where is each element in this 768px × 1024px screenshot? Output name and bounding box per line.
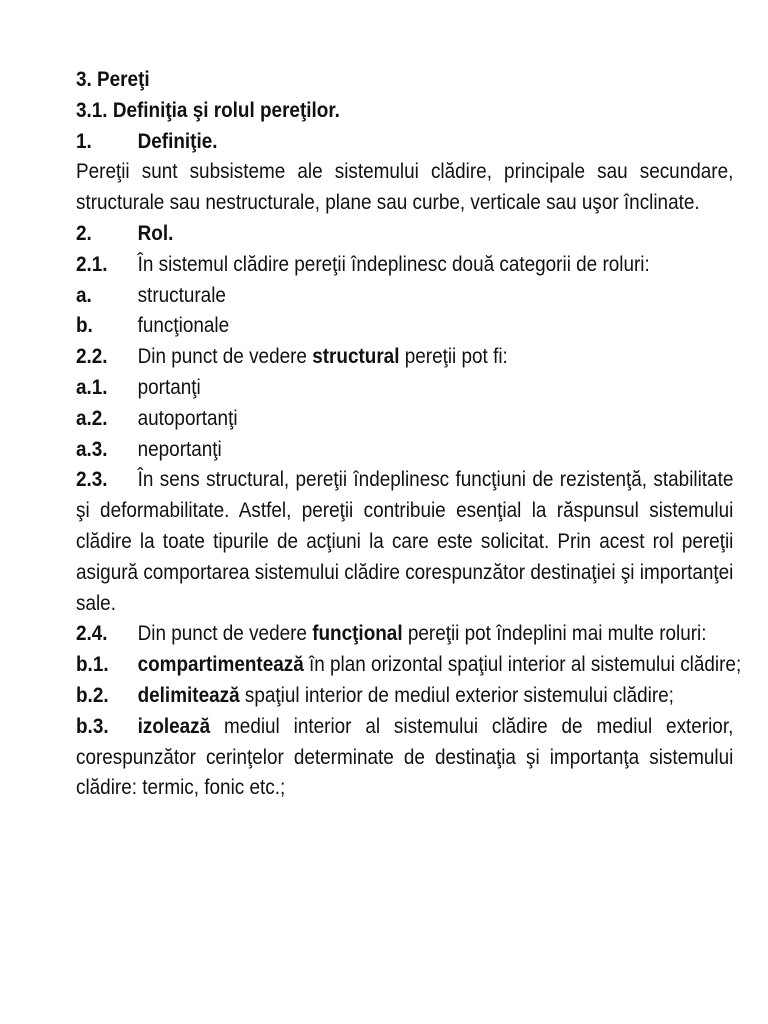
definition-paragraph: Pereţii sunt subsisteme ale sistemului clădire, principale sau secundare, structurale sau nestructurale, plane sau curbe, verticale sau uşor înclinate. xyxy=(76,159,734,215)
list-item xyxy=(76,372,733,403)
section-2-3-text: În sens structural, pereţii îndeplinesc funcţiuni de rezistenţă, stabilitate şi deformabilitate. Astfel, pereţii contribuie esenţial la răspunsul sistemului clădire la toate tipurile de acţiuni la care este solicitat. Prin acest rol pereţii asigură comportarea sistemului clădire corespunzător destinaţiei şi importanţei sale. xyxy=(76,467,734,615)
text-run: pereţii pot îndeplini mai multe roluri: xyxy=(402,621,707,646)
list-item-number: b.1. xyxy=(76,652,109,677)
list-item-number: b.2. xyxy=(76,682,109,707)
bold-term: delimitează xyxy=(137,682,240,707)
list-item xyxy=(76,649,742,680)
list-item-text: neportanţi xyxy=(137,436,222,461)
role-label: Rol. xyxy=(137,220,174,245)
list-item xyxy=(76,280,733,311)
section-2-2 xyxy=(76,341,733,372)
section-2-1 xyxy=(76,249,733,280)
list-item-number: a.3. xyxy=(76,436,108,461)
text-run: spaţiul interior de mediul exterior sistemului clădire; xyxy=(239,682,674,707)
list-item-number: b. xyxy=(76,313,93,338)
subheading-text: 3.1. Definiţia şi rolul pereţilor. xyxy=(76,97,340,122)
section-2-4 xyxy=(76,618,733,649)
section-2-1-number: 2.1. xyxy=(76,251,108,276)
definition-label: Definiţie. xyxy=(137,128,218,153)
section-2-4-number: 2.4. xyxy=(76,621,108,646)
role-heading xyxy=(76,218,733,249)
section-2-2-number: 2.2. xyxy=(76,344,108,369)
list-item xyxy=(76,680,733,711)
heading-text: 3. Pereţi xyxy=(76,67,150,91)
bold-term: izolează xyxy=(137,713,211,738)
bold-term: funcţional xyxy=(312,621,403,646)
list-item-text: autoportanţi xyxy=(137,405,238,430)
definition-heading xyxy=(76,126,733,157)
text-run: Din punct de vedere xyxy=(137,344,313,369)
document-content xyxy=(76,64,742,803)
bold-term: compartimentează xyxy=(137,652,304,677)
b3-text: mediul interior al sistemului clădire de mediul exterior, corespunzător cerinţelor determinate de destinaţia şi importanţa sistemului clădire: termic, fonic etc.; xyxy=(76,713,734,800)
section-heading xyxy=(76,64,733,95)
list-item-number: a.2. xyxy=(76,405,108,430)
definition-number: 1. xyxy=(76,128,92,153)
list-item-number: a.1. xyxy=(76,374,108,399)
list-item-text xyxy=(138,649,742,680)
list-item-text: portanţi xyxy=(137,374,201,399)
list-item xyxy=(76,310,733,341)
list-item xyxy=(76,403,733,434)
section-2-1-text: În sistemul clădire pereţii îndeplinesc două categorii de roluri: xyxy=(137,251,650,276)
text-run: în plan orizontal spaţiul interior al sistemului clădire; xyxy=(303,652,742,677)
list-item-number: a. xyxy=(76,282,92,307)
list-item xyxy=(76,434,733,465)
list-item-text: funcţionale xyxy=(137,313,230,338)
role-number: 2. xyxy=(76,220,92,245)
b3-number: b.3. xyxy=(76,713,109,738)
bold-term: structural xyxy=(312,344,400,369)
text-run: pereţii pot fi: xyxy=(399,344,508,369)
section-2-3-number: 2.3. xyxy=(76,467,108,492)
section-2-2-text xyxy=(138,341,734,372)
section-2-4-text xyxy=(138,618,734,649)
section-2-3-paragraph xyxy=(76,464,733,618)
b3-paragraph xyxy=(76,711,733,803)
list-item-text: structurale xyxy=(137,282,226,307)
list-item-text xyxy=(138,680,734,711)
text-run: Din punct de vedere xyxy=(137,621,313,646)
subsection-heading xyxy=(76,95,733,126)
